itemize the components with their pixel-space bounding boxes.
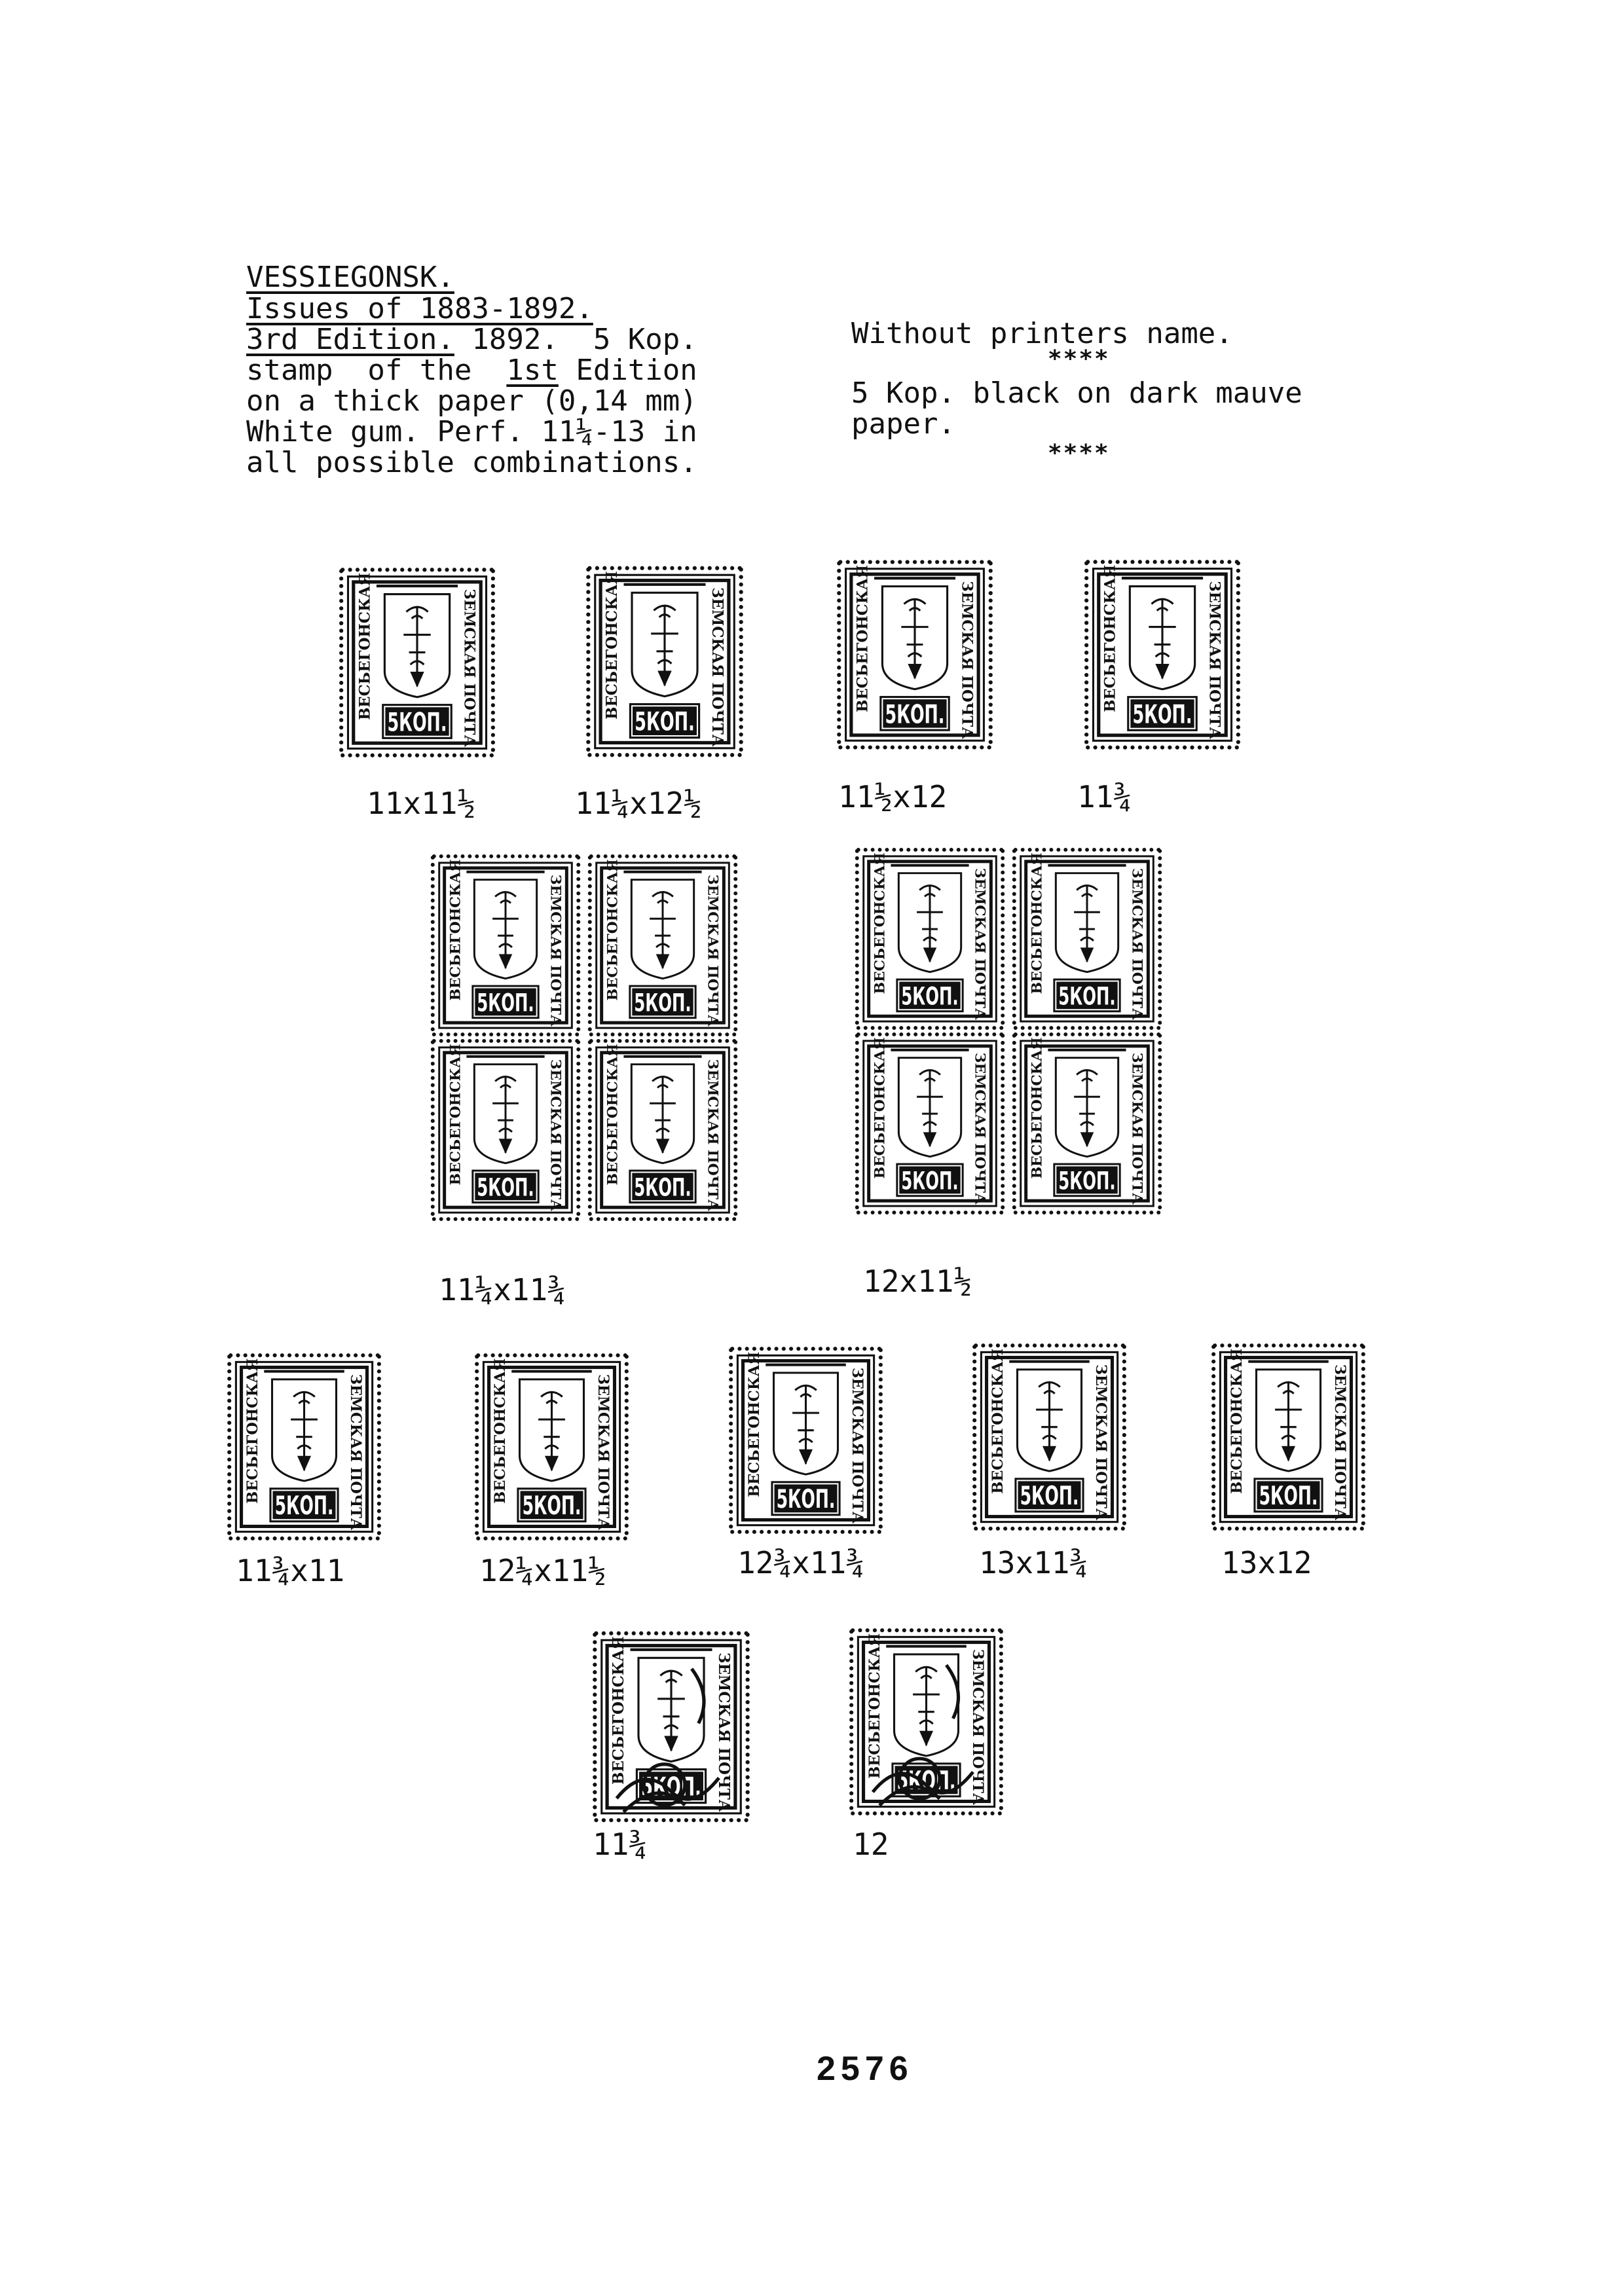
coat-of-arms-figure	[901, 599, 928, 678]
coat-of-arms-figure	[291, 1392, 318, 1470]
stamp-line-start: stamp of the	[246, 354, 507, 387]
stamp-text-right: ЗЕМСКАЯ ПОЧТА	[1206, 581, 1223, 740]
stamp-5-kop	[583, 562, 747, 761]
stamp-5-kop	[584, 851, 741, 1040]
stamp-5-kop	[1008, 845, 1166, 1033]
stamp-5-kop	[969, 1339, 1130, 1535]
stamp-text-right: ЗЕМСКАЯ ПОЧТА	[704, 874, 722, 1027]
caption-perf-11q-x12-half: 11¼x12½	[575, 786, 702, 821]
stamp-value: 5КОП.	[901, 981, 959, 1011]
stamp-text-left: ВЕСЬЕГОНСКАЯ	[356, 572, 374, 720]
header-edition-line	[246, 324, 697, 355]
coat-of-arms-figure	[1275, 1382, 1302, 1460]
stamp-5-kop	[851, 1029, 1008, 1218]
stamp-text-right: ЗЕМСКАЯ ПОЧТА	[848, 1367, 866, 1524]
caption-block-1: 11¼x11¾	[439, 1272, 566, 1307]
coat-of-arms-figure	[650, 892, 676, 968]
stamp-5-kop	[726, 1342, 886, 1539]
coat-of-arms-figure	[650, 1077, 676, 1153]
stamp-text-left: ВЕСЬЕГОНСКАЯ	[244, 1358, 262, 1504]
stamp-text-left: ВЕСЬЕГОНСКАЯ	[603, 571, 621, 720]
stamp-text-right: ЗЕМСКАЯ ПОЧТА	[1128, 1052, 1146, 1205]
stamp-value: 5КОП.	[477, 988, 534, 1017]
stamp-value: 5КОП.	[387, 708, 447, 738]
stamp-text-right: ЗЕМСКАЯ ПОЧТА	[1331, 1364, 1348, 1521]
stamp-value: 5КОП.	[522, 1491, 581, 1522]
coat-of-arms-figure	[917, 1070, 943, 1146]
stamp-value: 5КОП.	[1058, 1166, 1116, 1195]
stamp-value: 5КОП.	[776, 1485, 836, 1515]
stamp-text-left: ВЕСЬЕГОНСКАЯ	[604, 859, 621, 1001]
edition-label: 3rd Edition.	[246, 323, 454, 356]
stamp-text-left: ВЕСЬЕГОНСКАЯ	[1028, 1037, 1046, 1179]
stamp-text-left: ВЕСЬЕГОНСКАЯ	[447, 1044, 464, 1186]
stamp-value: 5КОП.	[634, 1173, 692, 1202]
header-combinations: all possible combinations.	[246, 446, 697, 479]
stamp-text-right: ЗЕМСКАЯ ПОЧТА	[971, 1052, 989, 1205]
edition-year: 1892. 5 Kop.	[454, 323, 697, 356]
coat-of-arms-figure	[1036, 1382, 1063, 1460]
coat-of-arms-figure	[792, 1385, 819, 1463]
stamp-value: 5КОП.	[1259, 1482, 1318, 1512]
stamp-text-right: ЗЕМСКАЯ ПОЧТА	[969, 1649, 986, 1806]
caption-perf-11x11-half: 11x11½	[367, 786, 476, 821]
stamp-line-end: Edition	[558, 354, 697, 387]
caption-perf-11-3q: 11¾	[1077, 779, 1132, 814]
stamp-5-kop	[834, 556, 996, 753]
stamp-value: 5КОП.	[1020, 1482, 1079, 1512]
header-paper: on a thick paper (0,14 mm)	[246, 384, 697, 418]
coat-of-arms-figure	[917, 886, 943, 962]
header-issues: Issues of 1883-1892.	[246, 292, 593, 325]
stamp-text-left: ВЕСЬЕГОНСКАЯ	[610, 1636, 628, 1785]
stamp-text-right: ЗЕМСКАЯ ПОЧТА	[708, 587, 726, 747]
stamp-5-kop	[427, 851, 584, 1040]
stamp-text-right: ЗЕМСКАЯ ПОЧТА	[547, 1059, 564, 1211]
stamp-text-left: ВЕСЬЕГОНСКАЯ	[1101, 564, 1119, 712]
stamp-text-left: ВЕСЬЕГОНСКАЯ	[1228, 1348, 1246, 1494]
stamp-text-right: ЗЕМСКАЯ ПОЧТА	[1128, 867, 1146, 1020]
stamp-value: 5КОП.	[901, 1166, 959, 1195]
coat-of-arms-figure	[1149, 599, 1175, 678]
stamp-value: 5КОП.	[885, 700, 945, 730]
stamp-5-kop	[846, 1624, 1006, 1820]
stamp-value: 5КОП.	[635, 706, 695, 737]
stamp-text-right: ЗЕМСКАЯ ПОЧТА	[971, 867, 989, 1020]
coat-of-arms-figure	[403, 607, 430, 686]
header-stamp-line	[246, 355, 697, 386]
printer-note: Without printers name.	[851, 317, 1233, 350]
stamp-text-left: ВЕСЬЕГОНСКАЯ	[1028, 852, 1046, 994]
separator-stars-1: ****	[1048, 346, 1110, 373]
stamp-text-right: ЗЕМСКАЯ ПОЧТА	[594, 1374, 612, 1531]
stamp-value: 5КОП.	[274, 1491, 334, 1522]
stamp-text-right: ЗЕМСКАЯ ПОЧТА	[460, 589, 478, 748]
caption-perf-12q-x11-half: 12¼x11½	[479, 1553, 606, 1588]
coat-of-arms-figure	[1074, 1070, 1100, 1146]
stamp-text-left: ВЕСЬЕГОНСКАЯ	[871, 1037, 889, 1179]
stamp-value: 5КОП.	[896, 1766, 956, 1796]
stamp-text-left: ВЕСЬЕГОНСКАЯ	[989, 1348, 1007, 1494]
header-title: VESSIEGONSK.	[246, 261, 454, 294]
caption-perf-13x11-3q: 13x11¾	[979, 1545, 1088, 1580]
color-note-cont: paper.	[851, 407, 955, 441]
stamp-text-right: ЗЕМСКАЯ ПОЧТА	[1092, 1364, 1109, 1521]
coat-of-arms-figure	[492, 1077, 519, 1153]
stamp-5-kop	[471, 1349, 632, 1545]
separator-stars-2: ****	[1048, 440, 1110, 467]
stamp-text-left: ВЕСЬЕГОНСКАЯ	[866, 1633, 884, 1779]
coat-of-arms-figure	[538, 1392, 565, 1470]
coat-of-arms-figure	[492, 892, 519, 968]
stamp-value: 5КОП.	[477, 1173, 534, 1202]
stamp-text-right: ЗЕМСКАЯ ПОЧТА	[547, 874, 564, 1027]
stamp-5-kop	[851, 845, 1008, 1033]
stamp-text-right: ЗЕМСКАЯ ПОЧТА	[704, 1059, 722, 1211]
caption-perf-11-3q-x11: 11¾x11	[236, 1553, 345, 1588]
first-edition-ref: 1st	[506, 354, 559, 387]
coat-of-arms-figure	[1074, 886, 1100, 962]
stamp-5-kop	[224, 1349, 384, 1545]
caption-perf-12-3q-x11-3q: 12¾x11¾	[737, 1545, 864, 1580]
stamp-value: 5КОП.	[1058, 981, 1116, 1011]
caption-perf-12-used: 12	[853, 1827, 889, 1862]
stamp-5-kop	[589, 1627, 753, 1827]
stamp-value: 5КОП.	[641, 1772, 701, 1802]
stamp-text-left: ВЕСЬЕГОНСКАЯ	[854, 564, 872, 712]
coat-of-arms-figure	[913, 1667, 940, 1745]
caption-perf-13x12: 13x12	[1221, 1545, 1312, 1580]
stamp-text-left: ВЕСЬЕГОНСКАЯ	[604, 1044, 621, 1186]
stamp-text-left: ВЕСЬЕГОНСКАЯ	[746, 1351, 764, 1497]
coat-of-arms-figure	[651, 606, 678, 685]
stamp-5-kop	[1208, 1339, 1369, 1535]
stamp-5-kop	[335, 564, 499, 761]
caption-block-2: 12x11½	[863, 1264, 972, 1299]
stamp-text-right: ЗЕМСКАЯ ПОЧТА	[714, 1652, 733, 1812]
stamp-value: 5КОП.	[634, 988, 692, 1017]
stamp-text-left: ВЕСЬЕГОНСКАЯ	[447, 859, 464, 1001]
caption-perf-11-3q-used: 11¾	[593, 1827, 648, 1862]
header-gum-perf: White gum. Perf. 11¼-13 in	[246, 415, 697, 448]
stamp-5-kop	[1080, 556, 1244, 753]
stamp-value: 5КОП.	[1132, 700, 1192, 730]
stamp-5-kop	[1008, 1029, 1166, 1218]
stamp-5-kop	[427, 1036, 584, 1224]
stamp-text-right: ЗЕМСКАЯ ПОЧТА	[346, 1374, 364, 1531]
coat-of-arms-figure	[657, 1671, 685, 1751]
page-number: 2576	[817, 2050, 913, 2088]
stamp-text-left: ВЕСЬЕГОНСКАЯ	[492, 1358, 509, 1504]
caption-perf-11-half-x12: 11½x12	[838, 779, 948, 814]
stamp-text-right: ЗЕМСКАЯ ПОЧТА	[958, 581, 976, 739]
stamp-5-kop	[584, 1036, 741, 1224]
color-note: 5 Kop. black on dark mauve	[851, 376, 1302, 410]
stamp-text-left: ВЕСЬЕГОНСКАЯ	[871, 852, 889, 994]
